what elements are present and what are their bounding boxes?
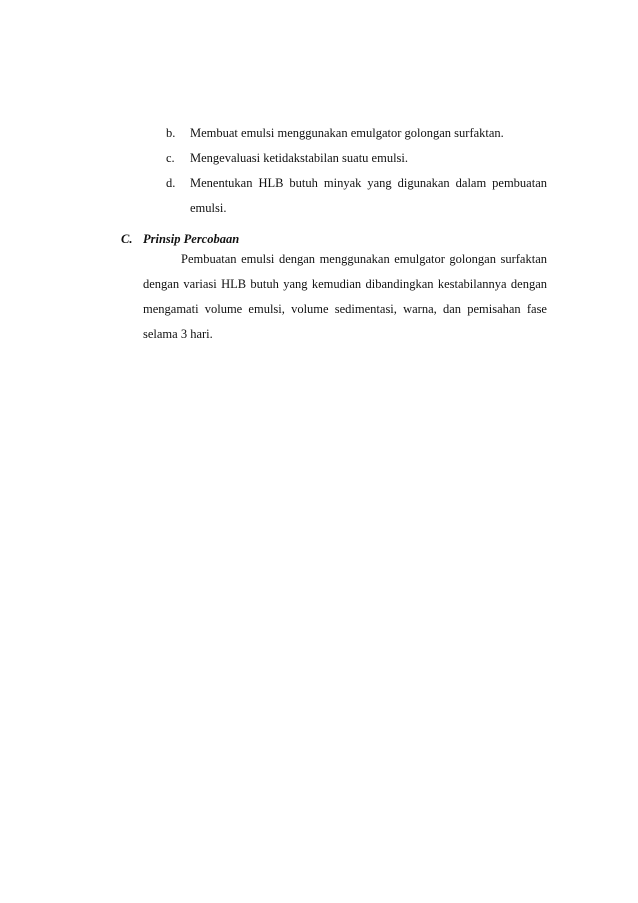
section-heading [121,230,547,248]
section-letter: C. [121,232,133,246]
list-item-text: Membuat emulsi menggunakan emulgator golongan surfaktan. [190,126,504,140]
list-marker: c. [166,151,175,165]
section-title: Prinsip Percobaan [143,232,240,246]
list-item-text: Menentukan HLB butuh minyak yang digunakan dalam pembuatan emulsi. [190,176,547,215]
section-paragraph: Pembuatan emulsi dengan menggunakan emulgator golongan surfaktan dengan variasi HLB butuh yang kemudian dibandingkan kestabilannya dengan mengamati volume emulsi, volume sedimentasi, warna, dan pemisahan fase selama 3 hari. [143,252,547,341]
objectives-list [166,121,547,221]
list-marker: d. [166,176,176,190]
list-item [166,146,547,171]
section-prinsip-percobaan [121,230,547,347]
list-item [166,121,547,146]
list-marker: b. [166,126,176,140]
list-item [166,171,547,221]
list-item-text: Mengevaluasi ketidakstabilan suatu emulsi. [190,151,409,165]
